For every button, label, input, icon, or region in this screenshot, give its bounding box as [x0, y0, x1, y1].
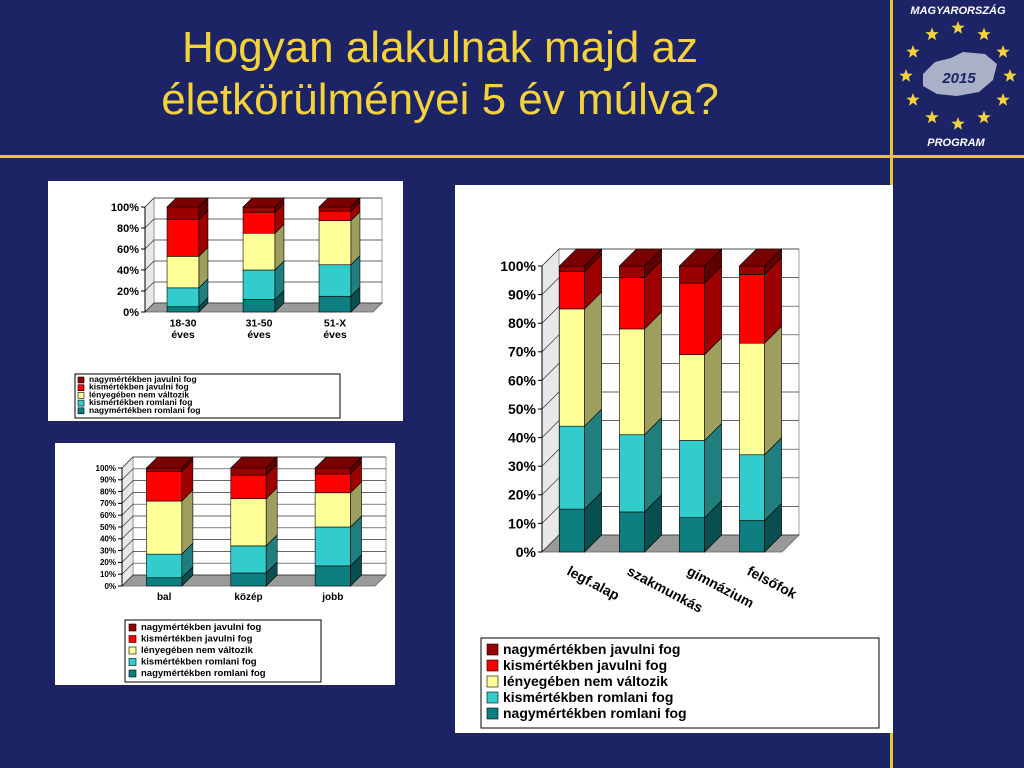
legend-label: kismértékben javulni fog: [89, 381, 189, 392]
x-category-label: közép: [234, 592, 263, 603]
x-category-label: éves: [171, 329, 195, 341]
bar-segment: [559, 309, 584, 426]
x-category-label: jobb: [322, 592, 344, 603]
bar-segment: [146, 468, 181, 472]
y-tick-label: 30%: [99, 546, 116, 556]
bar-segment: [167, 220, 199, 257]
y-tick-label: 80%: [116, 222, 139, 235]
bar-segment: [315, 474, 350, 493]
bar-segment: [167, 307, 199, 312]
x-category-label: felsőfok: [744, 562, 800, 602]
y-tick-label: 40%: [116, 264, 139, 277]
star-icon: [996, 45, 1009, 58]
star-icon: [996, 93, 1009, 106]
legend-swatch: [487, 708, 498, 719]
legend-label: kismértékben romlani fog: [141, 656, 257, 668]
y-tick-label: 30%: [507, 458, 536, 475]
x-category-label: legf.alap: [564, 562, 623, 604]
x-category-label: 31-50: [245, 317, 273, 330]
y-tick-label: 50%: [507, 400, 536, 417]
star-icon: [906, 45, 919, 58]
y-tick-label: 40%: [507, 429, 536, 446]
y-tick-label: 100%: [500, 257, 536, 274]
legend-label: lényegében nem változik: [141, 645, 253, 656]
bar-segment: [243, 212, 275, 233]
y-tick-label: 10%: [507, 515, 536, 532]
chart-panel-education: [455, 185, 893, 733]
bar-segment: [243, 299, 275, 312]
legend-label: nagymértékben romlani fog: [89, 404, 201, 415]
legend-swatch: [78, 400, 84, 406]
bar-segment-side: [585, 409, 602, 509]
x-category-label: szakmunkás: [624, 562, 706, 616]
chart-panel-political: [55, 443, 395, 685]
bar-segment: [231, 573, 266, 586]
bar-segment: [559, 509, 584, 552]
y-tick-label: 50%: [99, 522, 116, 532]
y-tick-label: 90%: [507, 286, 536, 303]
bar-segment: [146, 472, 181, 502]
logo-top-text: MAGYARORSZÁG: [910, 5, 1006, 17]
bar-segment: [559, 426, 584, 509]
bar-segment: [559, 272, 584, 309]
bar-segment: [146, 578, 181, 586]
bar-segment: [231, 475, 266, 499]
bar-segment: [679, 355, 704, 441]
bar-segment: [319, 221, 351, 265]
logo-year: 2015: [942, 70, 976, 87]
y-tick-label: 20%: [507, 486, 536, 503]
bar-segment: [319, 265, 351, 297]
y-tick-label: 100%: [95, 463, 116, 473]
page-title: [40, 22, 840, 126]
magyarorszag-2015-logo: [893, 0, 1024, 155]
bar-segment: [319, 211, 351, 220]
bar-segment: [739, 266, 764, 275]
legend-label: nagymértékben javulni fog: [503, 641, 681, 657]
legend-swatch: [78, 408, 84, 414]
bar-segment: [315, 493, 350, 527]
horizontal-accent-line: [0, 155, 1024, 158]
legend-label: nagymértékben romlani fog: [141, 668, 266, 679]
legend-swatch: [487, 644, 498, 655]
y-tick-label: 60%: [116, 243, 139, 256]
bar-segment: [619, 435, 644, 512]
bar-segment: [739, 521, 764, 552]
bar-segment: [167, 288, 199, 307]
bar-segment: [679, 518, 704, 552]
bar-segment: [619, 512, 644, 552]
star-icon: [977, 27, 990, 40]
legend-swatch: [129, 647, 136, 654]
chart-panel-age: [48, 181, 403, 421]
legend-label: nagymértékben javulni fog: [141, 622, 262, 633]
bar-segment-side: [705, 338, 722, 441]
legend-swatch: [78, 385, 84, 391]
y-tick-label: 70%: [99, 499, 116, 509]
legend-label: kismértékben javulni fog: [141, 633, 253, 645]
bar-segment: [739, 455, 764, 521]
x-category-label: 51-X: [323, 317, 347, 330]
y-tick-label: 80%: [507, 315, 536, 332]
bar-segment: [315, 468, 350, 474]
bar-segment: [315, 527, 350, 566]
legend-label: kismértékben romlani fog: [503, 689, 674, 705]
star-icon: [977, 111, 990, 124]
bar-segment: [679, 283, 704, 355]
star-icon: [906, 93, 919, 106]
x-category-label: gimnázium: [684, 562, 757, 611]
y-tick-label: 100%: [110, 201, 139, 214]
legend-label: kismértékben javulni fog: [503, 657, 668, 673]
legend-label: lényegében nem változik: [503, 673, 668, 689]
x-category-label: 18-30: [169, 317, 197, 330]
bar-segment: [559, 266, 584, 272]
bar-segment-side: [765, 326, 782, 455]
chart-education: [455, 185, 893, 733]
legend-swatch: [129, 670, 136, 677]
y-tick-label: 60%: [507, 372, 536, 389]
legend-swatch: [78, 392, 84, 398]
legend-swatch: [129, 624, 136, 631]
legend-label: kismértékben romlani fog: [89, 397, 193, 408]
bar-segment: [619, 266, 644, 277]
chart-political-side: [55, 443, 395, 685]
bar-segment: [679, 440, 704, 517]
star-icon: [925, 27, 938, 40]
bar-segment: [319, 296, 351, 312]
bar-segment: [739, 275, 764, 344]
legend-label: nagymértékben javulni fog: [89, 374, 197, 384]
legend-swatch: [487, 692, 498, 703]
bar-segment: [231, 546, 266, 573]
logo-bottom-text: PROGRAM: [927, 137, 985, 149]
y-tick-label: 0%: [104, 581, 116, 591]
plot-side-wall: [145, 198, 154, 312]
y-tick-label: 20%: [99, 558, 116, 568]
bar-segment: [146, 554, 181, 578]
legend-swatch: [129, 636, 136, 643]
y-tick-label: 20%: [116, 285, 139, 298]
legend-swatch: [487, 660, 498, 671]
bar-segment: [319, 207, 351, 211]
chart-age-groups: [48, 181, 403, 421]
legend-swatch: [129, 659, 136, 666]
bar-segment: [243, 270, 275, 299]
x-category-label: bal: [156, 592, 172, 603]
x-category-label: éves: [323, 329, 347, 341]
legend-label: lényegében nem változik: [89, 389, 190, 400]
bar-segment: [243, 233, 275, 270]
legend-swatch: [487, 676, 498, 687]
x-category-label: éves: [247, 329, 271, 341]
y-tick-label: 90%: [99, 475, 116, 485]
bar-segment: [167, 256, 199, 288]
star-icon: [951, 21, 964, 34]
bar-segment: [619, 277, 644, 328]
bar-segment: [231, 499, 266, 546]
legend-label: nagymértékben romlani fog: [503, 705, 687, 721]
bar-segment: [739, 343, 764, 455]
y-tick-label: 40%: [99, 534, 116, 544]
title-line-2: életkörülményei 5 év múlva?: [161, 75, 719, 124]
title-line-1: Hogyan alakulnak majd az: [181, 23, 699, 72]
y-tick-label: 0%: [515, 543, 536, 560]
star-icon: [1003, 69, 1016, 82]
bar-segment: [619, 329, 644, 435]
y-tick-label: 70%: [507, 343, 536, 360]
y-tick-label: 0%: [123, 306, 139, 319]
y-tick-label: 60%: [99, 511, 116, 520]
bar-segment-side: [585, 292, 602, 426]
legend-swatch: [78, 377, 84, 383]
star-icon: [899, 69, 912, 82]
bar-segment: [679, 266, 704, 283]
bar-segment: [146, 501, 181, 554]
bar-segment: [315, 566, 350, 586]
star-icon: [925, 111, 938, 124]
bar-segment-side: [645, 312, 662, 435]
bar-segment: [167, 207, 199, 220]
y-tick-label: 10%: [99, 570, 116, 579]
star-icon: [951, 117, 964, 130]
bar-segment: [231, 468, 266, 475]
bar-segment: [243, 207, 275, 212]
y-tick-label: 80%: [99, 487, 116, 497]
